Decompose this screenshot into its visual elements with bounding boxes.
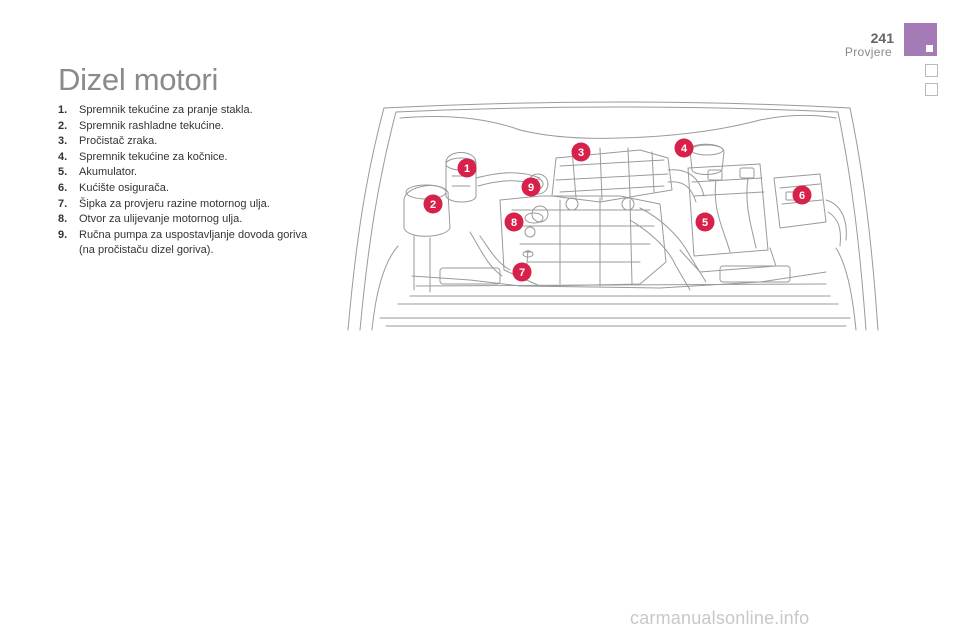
callout-number: 7 bbox=[518, 267, 526, 279]
callout-number: 2 bbox=[429, 199, 437, 211]
callout-number: 3 bbox=[577, 147, 585, 159]
section-tab-empty[interactable] bbox=[925, 83, 938, 96]
component-legend bbox=[58, 103, 318, 259]
section-tab-empty[interactable] bbox=[925, 64, 938, 77]
callout-marker bbox=[424, 195, 443, 214]
callout-marker bbox=[458, 159, 477, 178]
callout-number: 5 bbox=[701, 217, 709, 229]
callout-number: 9 bbox=[527, 182, 535, 194]
legend-text: Pročistač zraka. bbox=[79, 135, 158, 148]
legend-number: 7. bbox=[58, 197, 68, 210]
legend-item bbox=[58, 197, 318, 213]
engine-bay-illustration bbox=[338, 100, 890, 332]
tab-marker-icon bbox=[926, 45, 933, 52]
legend-number: 8. bbox=[58, 213, 68, 226]
callout-number: 6 bbox=[798, 190, 806, 202]
callout-marker bbox=[675, 139, 694, 158]
watermark: carmanualsonline.info bbox=[630, 608, 810, 628]
legend-number: 4. bbox=[58, 150, 68, 163]
legend-item bbox=[58, 181, 318, 197]
page-title: Dizel motori bbox=[58, 62, 219, 97]
legend-item bbox=[58, 103, 318, 119]
legend-text: Otvor za ulijevanje motornog ulja. bbox=[79, 213, 243, 226]
callout-marker bbox=[572, 143, 591, 162]
callout-marker bbox=[793, 186, 812, 205]
legend-number: 9. bbox=[58, 228, 68, 241]
callout-marker bbox=[522, 178, 541, 197]
legend-text: Akumulator. bbox=[79, 166, 138, 179]
legend-text: Spremnik tekućine za pranje stakla. bbox=[79, 104, 253, 116]
legend-item bbox=[58, 212, 318, 228]
callout-number: 8 bbox=[510, 217, 518, 229]
callout-marker bbox=[505, 213, 524, 232]
legend-text: Spremnik rashladne tekućine. bbox=[79, 119, 224, 132]
legend-number: 5. bbox=[58, 166, 68, 179]
legend-item bbox=[58, 119, 318, 135]
page-number: 241 bbox=[870, 30, 894, 46]
legend-number: 1. bbox=[58, 104, 68, 116]
section-tab-active[interactable] bbox=[904, 23, 937, 56]
callout-marker bbox=[513, 263, 532, 282]
legend-item bbox=[58, 165, 318, 181]
callout-number: 1 bbox=[463, 163, 471, 175]
legend-item bbox=[58, 134, 318, 150]
legend-text: Kućište osigurača. bbox=[79, 181, 169, 194]
callout-number: 4 bbox=[680, 143, 688, 155]
legend-text: Šipka za provjeru razine motornog ulja. bbox=[79, 197, 270, 210]
callout-marker bbox=[696, 213, 715, 232]
legend-number: 6. bbox=[58, 181, 68, 194]
legend-number: 3. bbox=[58, 135, 68, 148]
legend-item bbox=[58, 150, 318, 166]
legend-text: Spremnik tekućine za kočnice. bbox=[79, 150, 228, 163]
section-label: Provjere bbox=[844, 45, 892, 59]
legend-text: Ručna pumpa za uspostavljanje dovoda goriva (na pročistaču dizel goriva). bbox=[79, 228, 308, 257]
legend-item bbox=[58, 228, 318, 259]
legend-number: 2. bbox=[58, 119, 68, 132]
